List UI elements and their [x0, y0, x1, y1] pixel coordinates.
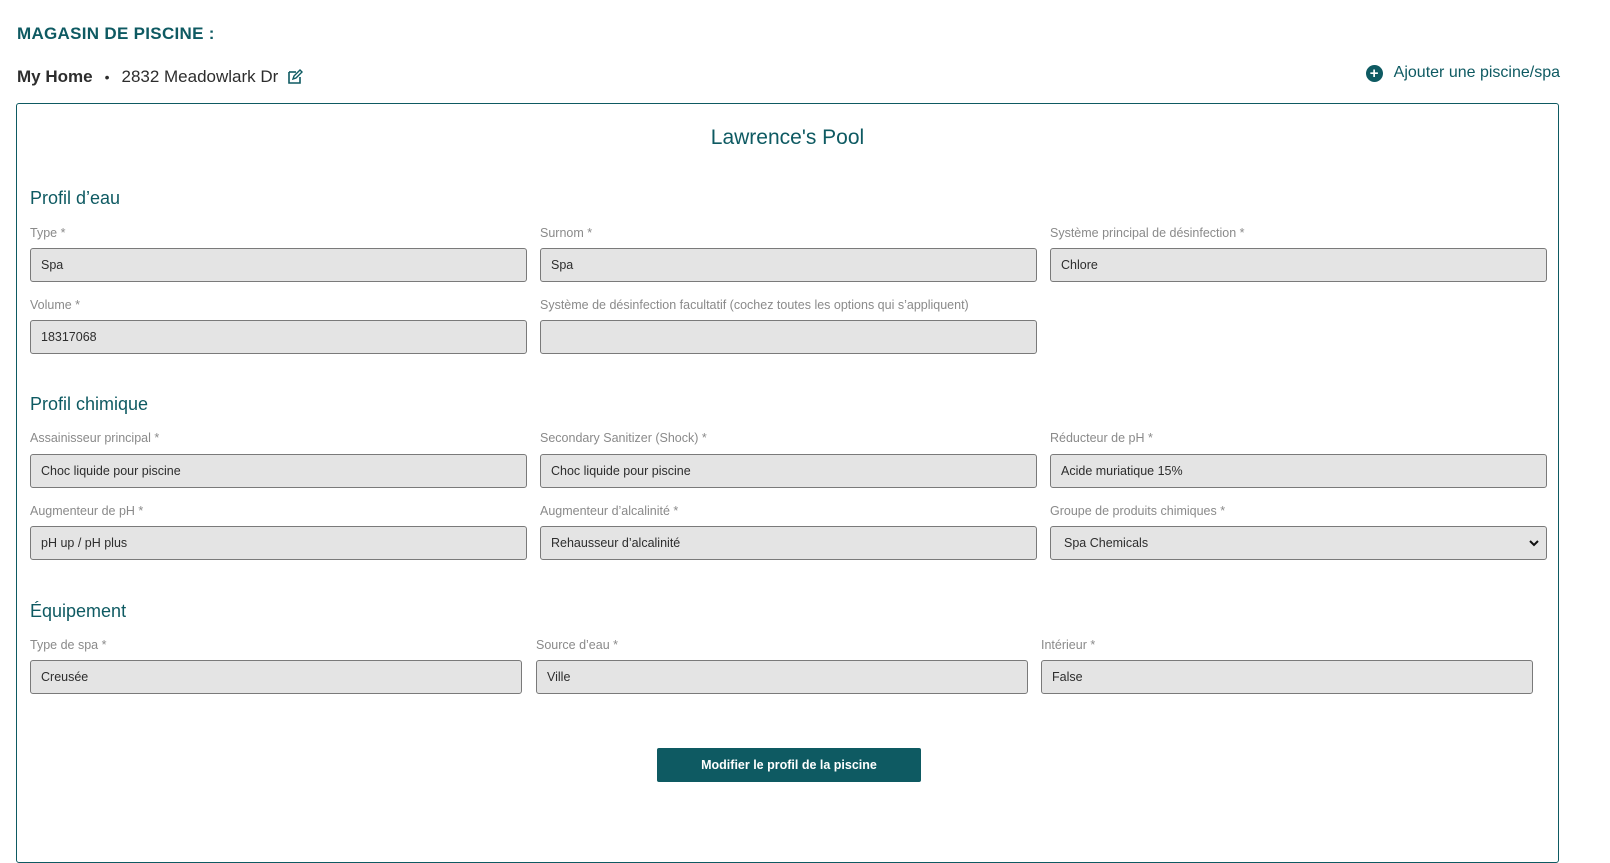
alkalinity-increaser-label: Augmenteur d’alcalinité * — [540, 504, 679, 518]
volume-label: Volume * — [30, 298, 81, 312]
main-sanitizer-field[interactable]: Choc liquide pour piscine — [30, 454, 527, 488]
add-pool-label: Ajouter une piscine/spa — [1393, 64, 1560, 81]
main-sanitizer-label: Assainisseur principal * — [30, 431, 160, 445]
chemical-profile-title: Profil chimique — [30, 394, 149, 414]
type-field[interactable]: Spa — [30, 248, 527, 282]
add-pool-button[interactable] — [1366, 64, 1560, 82]
alkalinity-increaser-field[interactable]: Rehausseur d’alcalinité — [540, 526, 1037, 560]
nickname-label: Surnom * — [540, 226, 593, 240]
home-row — [17, 66, 303, 88]
spa-type-label: Type de spa * — [30, 638, 107, 652]
secondary-sanitizer-label: Secondary Sanitizer (Shock) * — [540, 431, 707, 445]
edit-icon[interactable] — [287, 69, 303, 85]
interior-label: Intérieur * — [1041, 638, 1096, 652]
chevron-down-icon — [1528, 537, 1540, 549]
water-source-label: Source d’eau * — [536, 638, 619, 652]
plus-circle-icon: + — [1366, 65, 1383, 82]
separator-dot: • — [104, 69, 110, 85]
home-address: 2832 Meadowlark Dr — [121, 67, 279, 86]
ph-reducer-field[interactable]: Acide muriatique 15% — [1050, 454, 1547, 488]
equipment-title: Équipement — [30, 601, 127, 621]
store-title: MAGASIN DE PISCINE : — [17, 24, 215, 43]
nickname-field[interactable]: Spa — [540, 248, 1037, 282]
chemical-group-label: Groupe de produits chimiques * — [1050, 504, 1226, 518]
water-source-field[interactable]: Ville — [536, 660, 1028, 694]
ph-reducer-label: Réducteur de pH * — [1050, 431, 1153, 445]
pool-name: Lawrence's Pool — [710, 126, 865, 149]
optional-sanitizer-label: Système de désinfection facultatif (cochez toutes les options qui s’appliquent) — [540, 298, 969, 312]
ph-increaser-label: Augmenteur de pH * — [30, 504, 144, 518]
main-sanitizer-system-field[interactable]: Chlore — [1050, 248, 1547, 282]
type-label: Type * — [30, 226, 66, 240]
pool-card — [16, 103, 1559, 863]
chemical-group-select[interactable] — [1050, 526, 1547, 560]
ph-increaser-field[interactable]: pH up / pH plus — [30, 526, 527, 560]
interior-field[interactable]: False — [1041, 660, 1533, 694]
spa-type-field[interactable]: Creusée — [30, 660, 522, 694]
optional-sanitizer-field[interactable] — [540, 320, 1037, 354]
home-name: My Home — [17, 67, 93, 86]
water-profile-title: Profil d’eau — [30, 188, 121, 208]
edit-pool-profile-button[interactable]: Modifier le profil de la piscine — [657, 748, 921, 782]
main-sanitizer-system-label: Système principal de désinfection * — [1050, 226, 1245, 240]
secondary-sanitizer-field[interactable]: Choc liquide pour piscine — [540, 454, 1037, 488]
chemical-group-value: Spa Chemicals — [1064, 536, 1149, 550]
volume-field[interactable]: 18317068 — [30, 320, 527, 354]
